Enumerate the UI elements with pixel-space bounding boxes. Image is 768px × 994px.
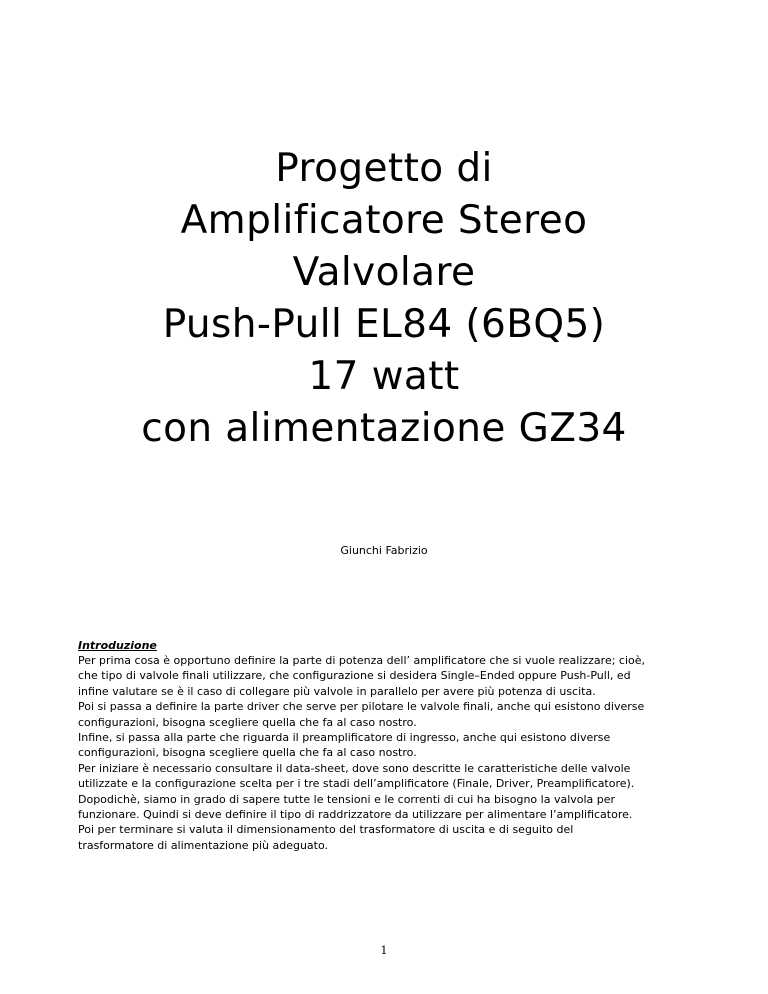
- introduction-line: infine valutare se è il caso di collegare più valvole in parallelo per avere più potenza di uscita.: [78, 684, 596, 698]
- title-line: Valvolare: [292, 250, 476, 295]
- title-line: Push-Pull EL84 (6BQ5): [162, 302, 606, 347]
- introduction-line: configurazioni, bisogna scegliere quella che fa al caso nostro.: [78, 715, 417, 729]
- title-line: con alimentazione GZ34: [141, 406, 627, 451]
- introduction-heading: Introduzione: [78, 639, 157, 652]
- title-line: 17 watt: [308, 354, 460, 399]
- introduction-line: funzionare. Quindi si deve definire il tipo di raddrizzatore da utilizzare per alimentare l’amplificatore.: [78, 808, 633, 822]
- introduction-line: Per iniziare è necessario consultare il data-sheet, dove sono descritte le caratteristiche delle valvole: [78, 761, 631, 775]
- introduction-line: utilizzate e la configurazione scelta per i tre stadi dell’amplificatore (Finale, Driver, Preamplificatore).: [78, 777, 635, 791]
- title-line: Progetto di: [275, 146, 493, 191]
- introduction-line: Dopodichè, siamo in grado di sapere tutte le tensioni e le correnti di cui ha bisogno la valvola per: [78, 792, 616, 806]
- introduction-line: Poi si passa a definire la parte driver che serve per pilotare le valvole finali, anche qui esistono diverse: [78, 700, 645, 714]
- author-name: Giunchi Fabrizio: [340, 544, 428, 557]
- page-number: 1: [380, 944, 388, 957]
- introduction-line: trasformatore di alimentazione più adeguato.: [78, 838, 329, 852]
- introduction-line: Poi per terminare si valuta il dimensionamento del trasformatore di uscita e di seguito del: [78, 823, 574, 837]
- introduction-section: [78, 638, 690, 853]
- introduction-line: configurazioni, bisogna scegliere quella che fa al caso nostro.: [78, 746, 417, 760]
- title-line: Amplificatore Stereo: [180, 198, 588, 243]
- introduction-line: Infine, si passa alla parte che riguarda il preamplificatore di ingresso, anche qui esistono diverse: [78, 731, 611, 745]
- introduction-line: che tipo di valvole finali utilizzare, che configurazione si desidera Single–Ended oppure Push-Pull, ed: [78, 669, 631, 683]
- document-title: [0, 143, 768, 455]
- introduction-line: Per prima cosa è opportuno definire la parte di potenza dell’ amplificatore che si vuole realizzare; cioè,: [78, 654, 646, 667]
